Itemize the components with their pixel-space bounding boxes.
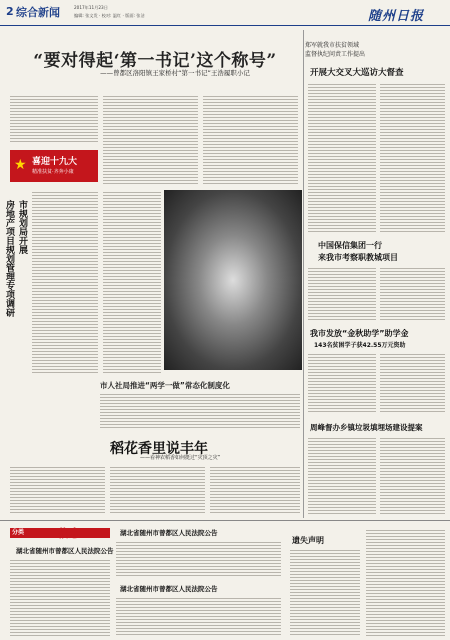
right-story2-col2	[380, 266, 445, 321]
lost-notice-body-col2	[366, 528, 445, 636]
lead-body-col3	[203, 94, 298, 186]
right-story4-title: 周峰督办乡镇垃圾填埋场建设提案	[310, 423, 423, 432]
page-header	[0, 0, 450, 26]
story2-body-col2	[110, 465, 205, 515]
right-story4-col1	[308, 436, 376, 516]
right-story1-col1	[308, 82, 376, 232]
right-kicker-line2: 监督执纪问责工作提出	[305, 51, 366, 58]
right-story3-sub: 143名贫困学子获42.55万元资助	[314, 342, 406, 349]
right-story2-col1	[308, 266, 376, 321]
story2-headline: 稻花香里说丰年	[110, 441, 208, 457]
photo-story-side-text	[103, 190, 161, 375]
classifieds-label: 分类	[10, 528, 110, 538]
header-date: 2017年11月23日	[74, 5, 108, 10]
right-story1-title: 开展大交叉大巡访大督查	[310, 68, 404, 78]
lead-body-col1	[10, 94, 98, 144]
header-editors: 编辑: 张文发 · 校对: 温红 · 版面: 张洁	[74, 13, 145, 18]
lead-headline: “要对得起‘第一书记’这个称号”	[33, 51, 277, 71]
story2-subheadline: ——看神农稻香如何挺过“灾顶之灾”	[140, 455, 221, 461]
right-kicker	[305, 40, 365, 58]
vertical-story-body	[32, 190, 98, 375]
court-notice-1: 湖北省随州市曾都区人民法院公告	[16, 547, 114, 555]
banner-line2: 精准扶贫·齐奔小康	[32, 169, 74, 175]
right-story1-col2	[380, 82, 445, 232]
news-photo	[164, 190, 302, 370]
column-divider	[303, 30, 304, 518]
lost-notice-title: 遗失声明	[292, 536, 324, 545]
right-story2-title-a: 中国保信集团一行	[318, 241, 382, 250]
story2-body-col3	[210, 465, 300, 515]
masthead-logo: 随州日报	[368, 9, 425, 24]
classifieds-title: 信息	[58, 527, 80, 540]
court-notice-2: 湖北省随州市曾都区人民法院公告	[120, 529, 218, 537]
right-story3-col2	[380, 352, 445, 412]
star-icon: ★	[14, 157, 27, 173]
photo-story-title: 市人社局推进“两学一做”常态化制度化	[100, 381, 230, 390]
section-name: 综合新闻	[16, 6, 60, 19]
story2-body-col1	[10, 465, 105, 515]
right-story3-col1	[308, 352, 376, 412]
court-notice-3-body	[116, 596, 281, 636]
page-number: 2	[6, 5, 14, 18]
vertical-story-title-a: 房地产项目规划管理专项调研	[4, 200, 14, 317]
court-notice-1-body	[10, 558, 110, 636]
right-story2-title-b: 来我市考察职教城项目	[318, 253, 398, 262]
court-notice-2-body	[116, 540, 281, 578]
vertical-story-title-b: 市规划局开展	[17, 200, 27, 254]
lead-subheadline: ——曾都区洛阳镇王家桥村“第一书记”王浩履职小记	[100, 69, 250, 77]
lead-body-col2	[103, 94, 198, 186]
right-kicker-line1: 郑军就我市扶贫领域	[305, 42, 360, 49]
right-story3-title: 我市发放“金秋助学”助学金	[310, 329, 409, 338]
photo-story-body	[100, 392, 300, 430]
lost-notice-body-col1	[290, 548, 360, 636]
court-notice-3: 湖北省随州市曾都区人民法院公告	[120, 585, 218, 593]
right-story4-col2	[380, 436, 445, 516]
banner-line1: 喜迎十九大	[32, 157, 78, 167]
campaign-banner	[10, 150, 98, 182]
